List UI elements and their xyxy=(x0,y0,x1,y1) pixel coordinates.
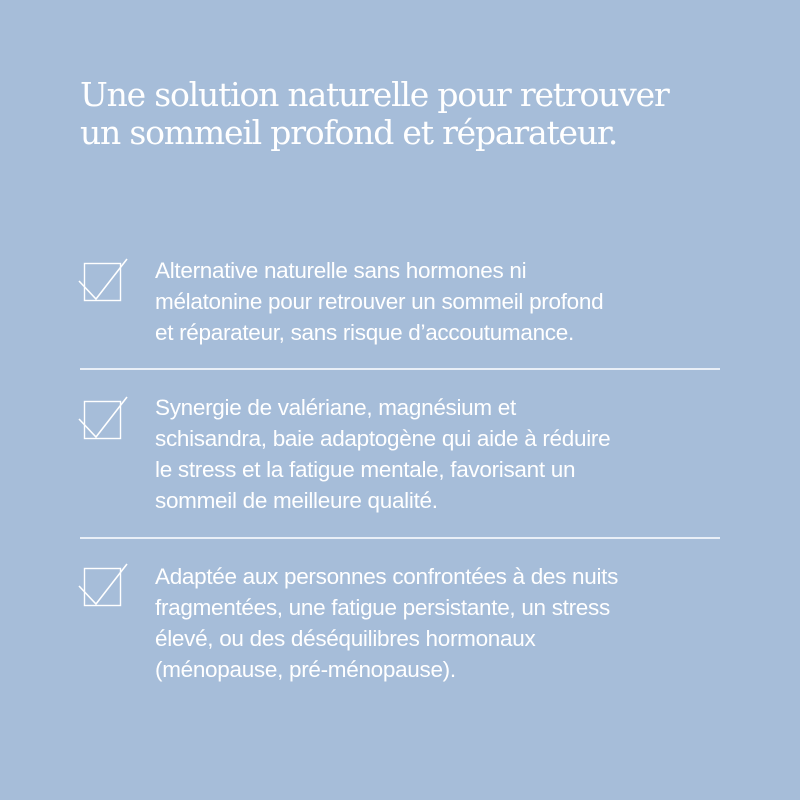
benefit-line: Alternative naturelle sans hormones ni xyxy=(155,258,527,283)
benefit-line: le stress et la fatigue mentale, favorisant un xyxy=(155,457,576,482)
checkbox-checked-icon xyxy=(76,561,132,611)
divider xyxy=(80,368,720,370)
benefit-line: sommeil de meilleure qualité. xyxy=(155,488,438,513)
benefit-line: fragmentées, une fatigue persistante, un stress xyxy=(155,595,610,620)
checkbox-checked-icon xyxy=(76,256,132,306)
headline-line: un sommeil profond et réparateur. xyxy=(80,113,618,152)
benefit-line: Synergie de valériane, magnésium et xyxy=(155,395,516,420)
benefit-line: et réparateur, sans risque d’accoutumance. xyxy=(155,320,574,345)
divider xyxy=(80,537,720,539)
benefit-line: (ménopause, pré-ménopause). xyxy=(155,657,456,682)
benefit-line: Adaptée aux personnes confrontées à des nuits xyxy=(155,564,619,589)
benefit-text xyxy=(155,392,735,516)
benefit-text xyxy=(155,561,735,685)
benefit-text xyxy=(155,255,735,348)
checkbox-checked-icon xyxy=(76,394,132,444)
headline-line: Une solution naturelle pour retrouver xyxy=(80,75,669,114)
headline xyxy=(80,76,740,152)
benefit-line: schisandra, baie adaptogène qui aide à réduire xyxy=(155,426,611,451)
benefit-line: mélatonine pour retrouver un sommeil profond xyxy=(155,289,604,314)
benefit-line: élevé, ou des déséquilibres hormonaux xyxy=(155,626,536,651)
